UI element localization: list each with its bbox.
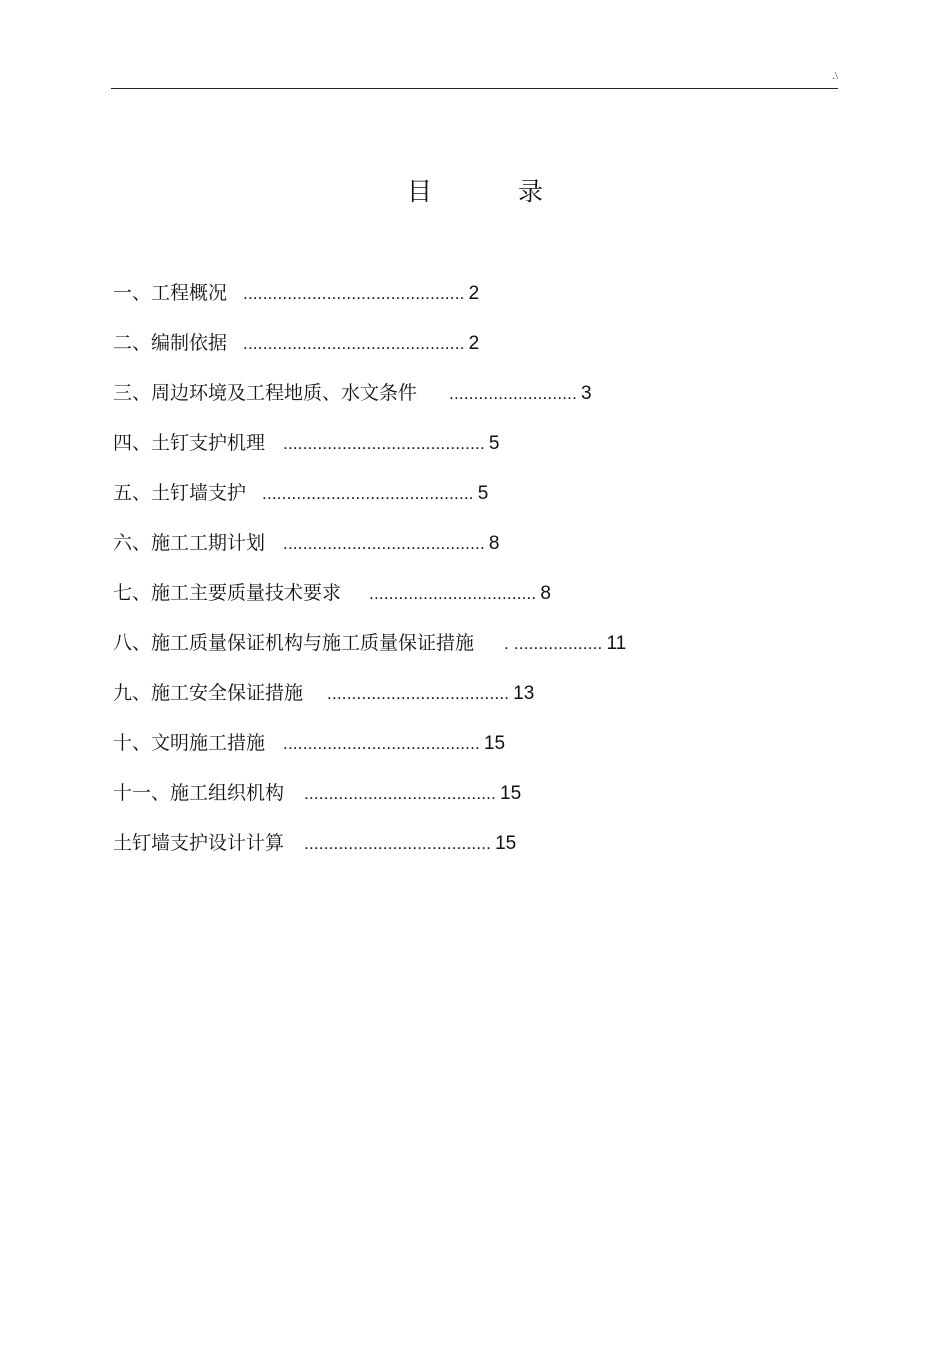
toc-entry-page: 3: [581, 383, 592, 404]
toc-entry-leader: ........................................: [283, 734, 480, 753]
toc-entry[interactable]: [113, 530, 833, 580]
toc-entry[interactable]: [113, 630, 833, 680]
header-rule: [111, 88, 838, 89]
toc-entry-page: 8: [540, 583, 551, 604]
toc-entry-leader: ..........................: [449, 384, 578, 403]
toc-entry[interactable]: [113, 730, 833, 780]
toc-entry-title: 六、施工工期计划: [113, 532, 266, 554]
toc-entry-title: 八、施工质量保证机构与施工质量保证措施: [113, 632, 475, 654]
toc-entry-leader: .............................................: [243, 284, 465, 303]
toc-entry-page: 13: [513, 683, 535, 704]
toc-entry-leader: ...........................................: [262, 484, 474, 503]
toc-entry-leader: .......................................: [304, 784, 497, 803]
toc-entry-title: 五、土钉墙支护: [113, 482, 247, 504]
toc-entry-title: 土钉墙支护设计计算: [113, 832, 285, 854]
toc-entry[interactable]: [113, 380, 833, 430]
toc-entry[interactable]: [113, 480, 833, 530]
toc-entry[interactable]: [113, 580, 833, 630]
toc-entry-page: 11: [606, 633, 627, 654]
toc-entry-leader: .............................................: [243, 334, 465, 353]
toc-entry-title: 二、编制依据: [113, 332, 228, 354]
toc-entry-title: 十、文明施工措施: [113, 732, 266, 754]
toc-entry-page: 5: [477, 483, 489, 504]
toc-entry-page: 15: [483, 733, 506, 754]
toc-entry-page: 5: [488, 433, 500, 454]
toc-entry-title: 十一、施工组织机构: [113, 782, 285, 804]
toc-list: [113, 280, 833, 880]
toc-entry-title: 九、施工安全保证措施: [113, 682, 304, 704]
toc-entry-leader: ..................................: [369, 584, 537, 603]
page-title: [0, 172, 950, 208]
toc-entry-leader: ......................................: [304, 834, 492, 853]
page-title-left: 目: [406, 177, 432, 206]
toc-entry[interactable]: [113, 680, 833, 730]
toc-entry-leader: .....................................: [327, 684, 510, 703]
toc-entry[interactable]: [113, 280, 833, 330]
toc-entry-page: 15: [500, 783, 522, 804]
toc-entry[interactable]: [113, 780, 833, 830]
toc-entry-page: 15: [495, 833, 517, 854]
toc-entry-page: 2: [468, 333, 480, 354]
toc-entry-title: 三、周边环境及工程地质、水文条件: [113, 382, 418, 404]
toc-entry[interactable]: [113, 330, 833, 380]
header-mark: .\: [832, 70, 838, 82]
toc-entry-leader: . ..................: [504, 634, 603, 653]
toc-entry-page: 8: [488, 533, 500, 554]
toc-entry-title: 七、施工主要质量技术要求: [113, 582, 342, 604]
toc-entry[interactable]: [113, 430, 833, 480]
toc-entry-page: 2: [468, 283, 480, 304]
page-title-right: 录: [518, 177, 544, 206]
toc-entry-leader: .........................................: [283, 434, 485, 453]
toc-entry-title: 一、工程概况: [113, 282, 228, 304]
toc-entry-title: 四、土钉支护机理: [113, 432, 266, 454]
toc-entry[interactable]: [113, 830, 833, 880]
toc-entry-leader: .........................................: [283, 534, 485, 553]
